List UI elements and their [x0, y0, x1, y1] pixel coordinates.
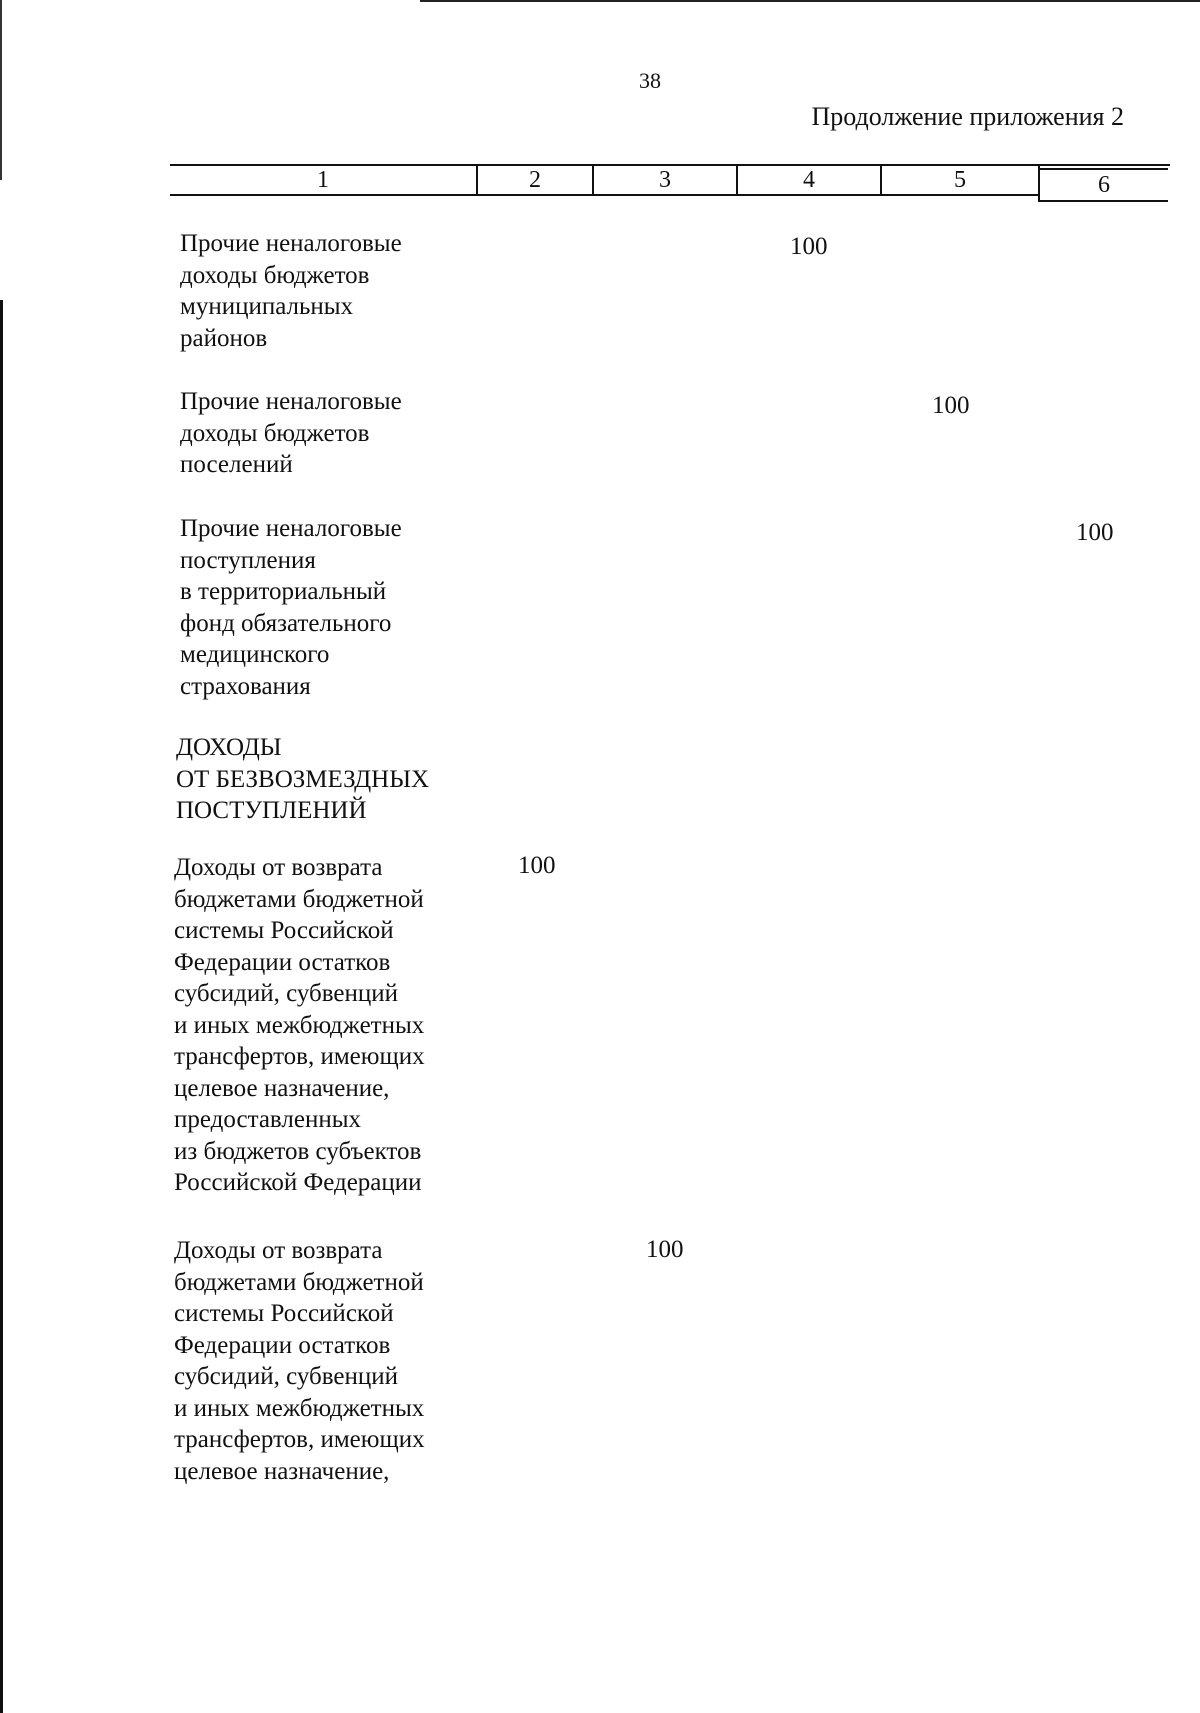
scan-edge-left-upper — [0, 0, 2, 180]
row-value: 100 — [932, 392, 970, 419]
row-value: 100 — [790, 233, 828, 260]
header-top-rule-right — [1040, 168, 1168, 170]
column-header-5: 5 — [954, 167, 966, 193]
header-bottom-rule — [170, 194, 1040, 196]
header-top-rule — [170, 164, 1170, 166]
column-header-2: 2 — [529, 167, 541, 193]
row-value: 100 — [646, 1236, 684, 1263]
column-header-6: 6 — [1098, 172, 1110, 198]
row-value: 100 — [518, 852, 556, 879]
row-label: Прочие неналоговые доходы бюджетов поселений — [180, 388, 402, 478]
page-number: 38 — [639, 68, 661, 93]
column-header-1: 1 — [317, 167, 329, 193]
scan-edge-top — [420, 0, 1200, 2]
column-header-3: 3 — [659, 167, 671, 193]
column-header-4: 4 — [803, 167, 815, 193]
row-label: Прочие неналоговые доходы бюджетов муниципальных районов — [180, 230, 402, 352]
row-label: Доходы от возврата бюджетами бюджетной системы Российской Федерации остатков субсидий, субвенций и иных межбюджетных трансфертов, имеющих целевое назначение, предоставленных из бюджетов субъектов Российской Федерации — [174, 854, 425, 1196]
header-bottom-rule-right — [1040, 200, 1168, 202]
appendix-continuation-note: Продолжение приложения 2 — [811, 102, 1124, 131]
scan-edge-left — [0, 300, 3, 1713]
row-label: ДОХОДЫ ОТ БЕЗВОЗМЕЗДНЫХ ПОСТУПЛЕНИЙ — [176, 734, 430, 824]
row-label: Доходы от возврата бюджетами бюджетной системы Российской Федерации остатков субсидий, субвенций и иных межбюджетных трансфертов, имеющих целевое назначение, — [174, 1237, 425, 1485]
row-value: 100 — [1076, 519, 1114, 546]
row-label: Прочие неналоговые поступления в территориальный фонд обязательного медицинского страхования — [180, 515, 402, 700]
